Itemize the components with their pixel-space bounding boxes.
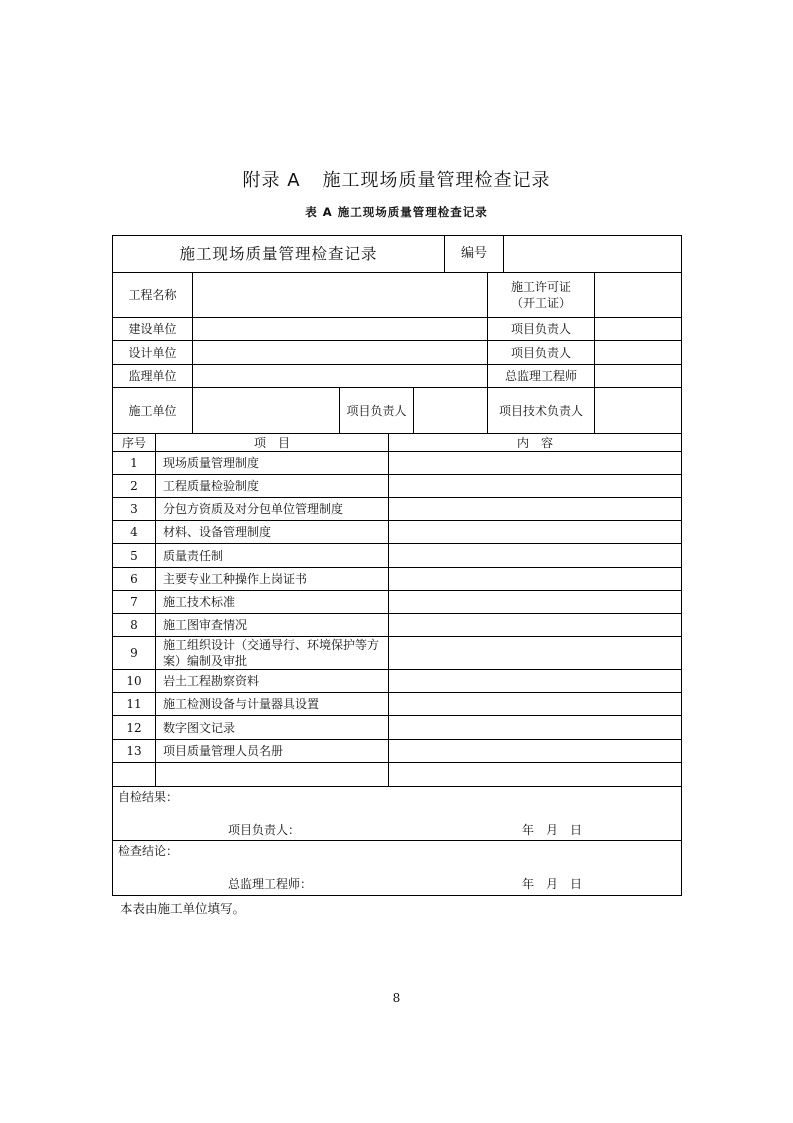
row-number: 10 [126, 674, 142, 688]
row-content-field[interactable] [389, 716, 681, 739]
design-unit-label: 设计单位 [128, 345, 177, 360]
row-number: 3 [130, 502, 138, 516]
row-number: 5 [130, 548, 138, 563]
number-field[interactable] [504, 236, 681, 272]
row-number: 12 [126, 720, 142, 735]
permit-label-line1: 施工许可证 [510, 280, 571, 294]
self-check-label: 自检结果： [118, 790, 179, 804]
chief-supervisor-label: 总监理工程师 [504, 369, 577, 383]
inspection-label: 检查结论： [118, 844, 179, 858]
number-label: 编号 [460, 246, 487, 261]
row-item: 数字图文记录 [163, 720, 236, 735]
construction-unit-label: 建设单位 [128, 322, 177, 336]
construction-leader-field[interactable] [595, 318, 681, 340]
row-content-field[interactable] [389, 693, 681, 715]
construction-unit-field[interactable] [193, 318, 487, 340]
row-content-field[interactable] [389, 475, 681, 497]
chief-supervisor-field[interactable] [595, 365, 681, 387]
row-number: 1 [130, 456, 138, 470]
self-check-date: 年 月 日 [522, 823, 583, 837]
project-leader-label: 项目负责人 [346, 403, 407, 418]
row-number: 13 [126, 744, 142, 758]
permit-label-line2: （开工证） [510, 296, 571, 310]
row-item: 施工技术标准 [163, 595, 236, 609]
inspection-signer: 总监理工程师： [228, 877, 313, 891]
row-number: 6 [130, 572, 138, 586]
project-name-label: 工程名称 [128, 288, 177, 302]
contractor-label: 施工单位 [128, 403, 177, 418]
permit-label [488, 273, 594, 317]
row-content-field[interactable] [389, 740, 681, 762]
appendix-label: 附录 A [242, 170, 301, 191]
table-caption: 表 A 施工现场质量管理检查记录 [305, 205, 488, 219]
row-item [156, 637, 388, 669]
item-header: 项 目 [253, 435, 290, 450]
row-number: 7 [130, 595, 138, 609]
table-border-bottom [112, 895, 682, 896]
row-content-field[interactable] [389, 544, 681, 567]
design-leader-field[interactable] [595, 341, 681, 364]
row-item: 现场质量管理制度 [163, 456, 260, 470]
contractor-leader-field[interactable] [414, 388, 487, 433]
supervision-unit-label: 监理单位 [128, 369, 177, 383]
appendix-title [0, 166, 793, 192]
row-item: 项目质量管理人员名册 [163, 744, 284, 758]
row-number: 11 [126, 697, 142, 711]
table-border-right [681, 235, 682, 896]
row-item-line2: 案）编制及审批 [163, 654, 248, 668]
form-title: 施工现场质量管理检查记录 [179, 245, 378, 263]
appendix-heading: 施工现场质量管理检查记录 [322, 170, 551, 191]
row-number: 8 [130, 618, 138, 632]
row-line [112, 786, 682, 787]
row-item: 岩土工程勘察资料 [163, 674, 260, 688]
row-content-field[interactable] [389, 498, 681, 520]
row-item: 材料、设备管理制度 [163, 525, 272, 539]
page-number: 8 [392, 991, 401, 1005]
row-item: 工程质量检验制度 [163, 479, 260, 493]
inspection-date: 年 月 日 [522, 877, 583, 891]
permit-field[interactable] [595, 273, 681, 317]
row-content-field[interactable] [389, 591, 681, 613]
blank-row-item[interactable] [156, 763, 388, 786]
row-line [112, 840, 682, 841]
row-item: 主要专业工种操作上岗证书 [163, 572, 308, 586]
row-item: 施工检测设备与计量器具设置 [163, 697, 320, 711]
row-content-field[interactable] [389, 521, 681, 543]
row-content-field[interactable] [389, 614, 681, 636]
row-content-field[interactable] [389, 452, 681, 474]
blank-row-number[interactable] [113, 763, 155, 786]
contractor-field[interactable] [193, 388, 339, 433]
blank-row-content[interactable] [389, 763, 681, 786]
supervision-unit-field[interactable] [193, 365, 487, 387]
row-number: 2 [130, 479, 138, 493]
row-item: 施工图审查情况 [163, 618, 248, 632]
row-item: 分包方资质及对分包单位管理制度 [163, 502, 344, 516]
content-header: 内 容 [516, 435, 553, 450]
project-leader-label: 项目负责人 [510, 345, 571, 360]
row-content-field[interactable] [389, 568, 681, 590]
project-leader-label: 项目负责人 [510, 322, 571, 336]
self-check-signer: 项目负责人： [228, 823, 301, 837]
technical-leader-label: 项目技术负责人 [498, 403, 583, 418]
technical-leader-field[interactable] [595, 388, 681, 433]
project-name-field[interactable] [193, 273, 487, 317]
footnote: 本表由施工单位填写。 [120, 901, 246, 916]
row-item: 质量责任制 [163, 548, 224, 563]
row-number: 4 [130, 525, 138, 539]
seq-header: 序号 [121, 435, 146, 450]
row-content-field[interactable] [389, 670, 681, 692]
row-item-line1: 施工组织设计（交通导行、环境保护等方 [163, 638, 380, 652]
design-unit-field[interactable] [193, 341, 487, 364]
row-number: 9 [130, 646, 138, 660]
row-content-field[interactable] [389, 637, 681, 669]
